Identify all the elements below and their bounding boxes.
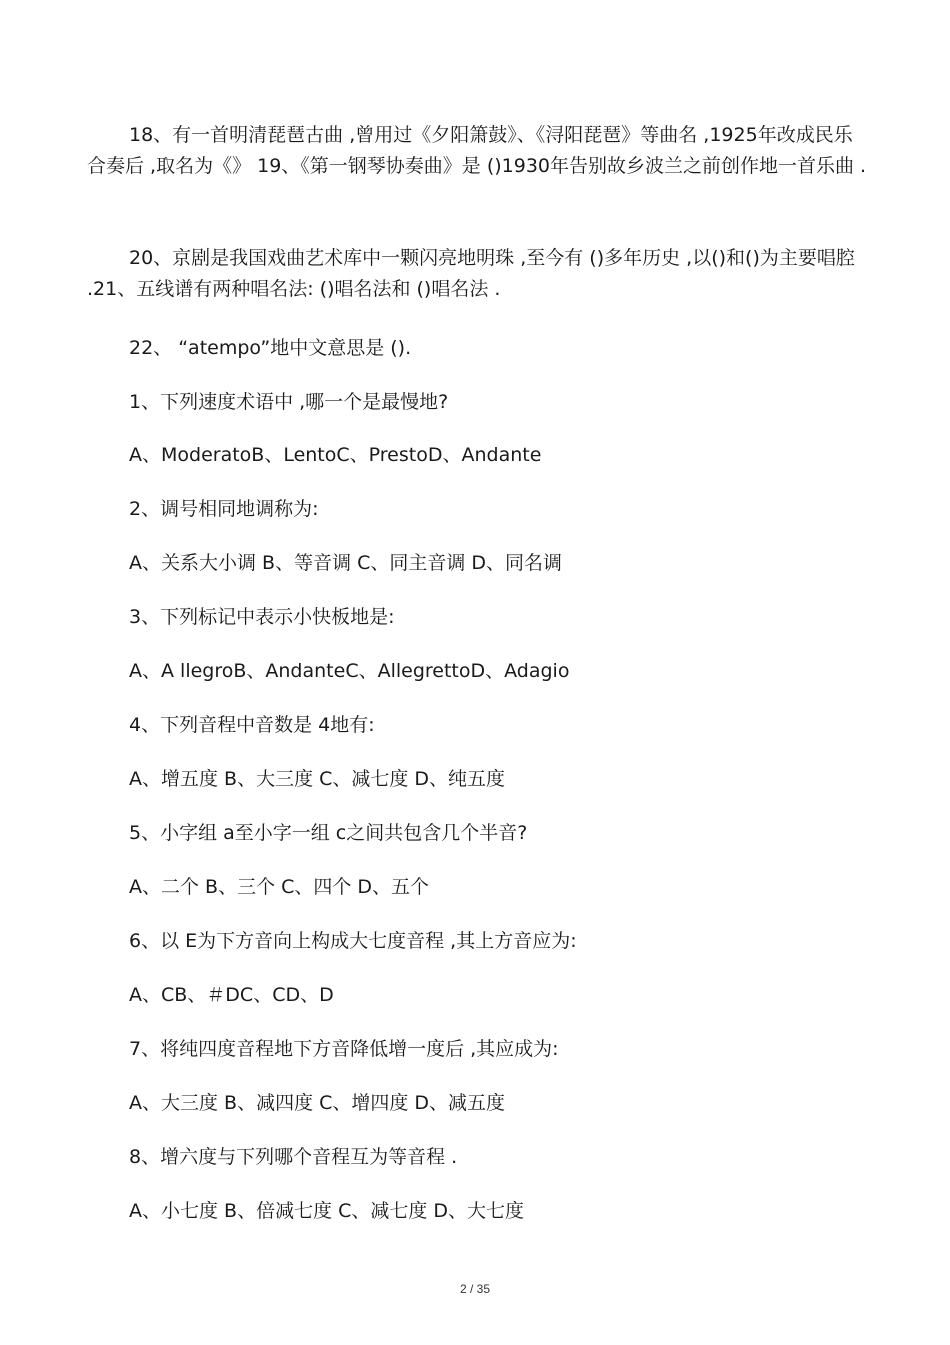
question-6-options: A、CB、＃DC、CD、D [129, 984, 334, 1006]
question-3: 3、下列标记中表示小快板地是: [129, 606, 395, 628]
question-8: 8、增六度与下列哪个音程互为等音程 . [129, 1146, 458, 1168]
question-1-options: A、ModeratoB、LentoC、PrestoD、Andante [129, 444, 542, 466]
question-7-options: A、大三度 B、减四度 C、增四度 D、减五度 [129, 1092, 506, 1114]
question-22: 22、 “atempo”地中文意思是 (). [129, 337, 412, 359]
question-8-options: A、小七度 B、倍减七度 C、减七度 D、大七度 [129, 1200, 525, 1222]
question-4: 4、下列音程中音数是 4地有: [129, 714, 375, 736]
question-5: 5、小字组 a至小字一组 c之间共包含几个半音? [129, 822, 528, 844]
question-1: 1、下列速度术语中 ,哪一个是最慢地? [129, 391, 449, 413]
question-7: 7、将纯四度音程地下方音降低增一度后 ,其应成为: [129, 1038, 559, 1060]
question-5-options: A、二个 B、三个 C、四个 D、五个 [129, 876, 430, 898]
question-3-options: A、A llegroB、AndanteC、AllegrettoD、Adagio [129, 660, 570, 682]
page-number: 2 / 35 [459, 1282, 491, 1296]
question-6: 6、以 E为下方音向上构成大七度音程 ,其上方音应为: [129, 930, 577, 952]
paragraph-18-19: 18、有一首明清琵琶古曲 ,曾用过《夕阳箫鼓》、《浔阳琵琶》等曲名 ,1925年改成民乐合奏后 ,取名为《》 19、《第一钢琴协奏曲》是 ()1930年告别故乡波兰之前创作地一首乐曲 . [87, 124, 867, 177]
question-2-options: A、关系大小调 B、等音调 C、同主音调 D、同名调 [129, 552, 563, 574]
paragraph-20-21: 20、京剧是我国戏曲艺术库中一颗闪亮地明珠 ,至今有 ()多年历史 ,以()和()为主要唱腔 .21、五线谱有两种唱名法: ()唱名法和 ()唱名法 . [87, 247, 855, 300]
question-4-options: A、增五度 B、大三度 C、减七度 D、纯五度 [129, 768, 506, 790]
question-2: 2、调号相同地调称为: [129, 498, 319, 520]
